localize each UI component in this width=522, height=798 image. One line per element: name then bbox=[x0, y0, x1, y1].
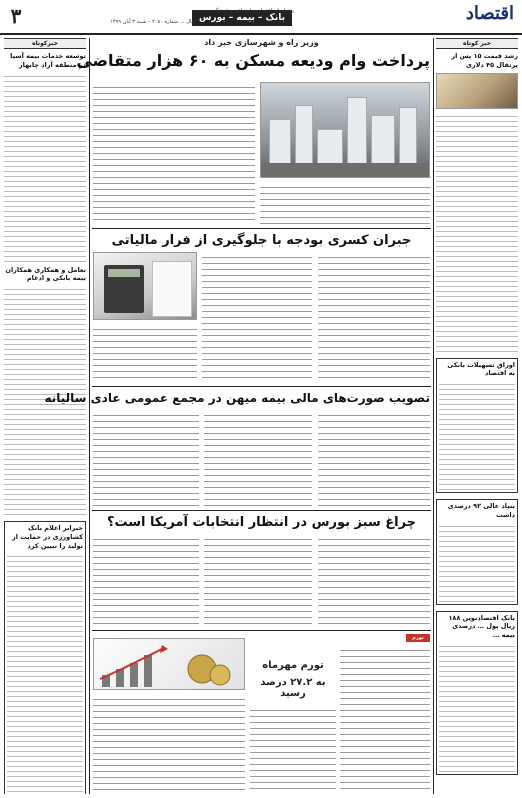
masthead bbox=[0, 0, 522, 34]
left-column bbox=[4, 38, 86, 794]
left-column-headline-1: توسعه خدمات بیمه آسیا در منطقه آزاد چابهار bbox=[10, 52, 86, 69]
story2-text-a bbox=[93, 324, 197, 382]
right-column-photo bbox=[436, 73, 518, 109]
right-column-tag: خبر کوتاه bbox=[436, 38, 518, 49]
lead-text-right bbox=[260, 182, 430, 224]
right-column-box-4 bbox=[436, 611, 518, 775]
inflation-photo-chart bbox=[93, 638, 245, 690]
right-column-headline-4: بانک اقتصادنوین ۱۸۸ ریال پول … درصدی بیمه … bbox=[448, 613, 515, 640]
left-column-text-3 bbox=[7, 552, 83, 794]
lead-headline-block bbox=[76, 38, 430, 80]
left-column-box-3 bbox=[4, 521, 86, 794]
right-column-text-1 bbox=[436, 112, 518, 352]
lead-kicker: وزیر راه و شهرسازی خبر داد bbox=[204, 38, 319, 47]
right-column-headline-2: اوراق تسهیلات بانکی به اقتصاد bbox=[447, 360, 515, 378]
inflation-headline-2: به ۲۷.۲ درصد رسید bbox=[260, 677, 326, 699]
story4-headline: چراغ سبز بورس در انتظار انتخابات آمریکا است؟ bbox=[106, 515, 417, 530]
meta-line: روزنامه‌ای اقتصادی، اجتماعی و فرهنگی bbox=[212, 8, 295, 14]
newspaper-logo: اقتصاد bbox=[465, 3, 514, 24]
story2-headline: جبران کسری بودجه با جلوگیری از فرار مالیاتی bbox=[111, 233, 412, 248]
right-column-box-3 bbox=[436, 499, 518, 605]
story2-text-b bbox=[202, 252, 312, 382]
story4-text-b bbox=[204, 534, 312, 626]
column-rule-left bbox=[89, 38, 90, 794]
story4-text-a bbox=[93, 534, 199, 626]
page-number: ۳ bbox=[10, 4, 22, 28]
inflation-tag: تورم bbox=[406, 634, 430, 642]
right-column-text-3 bbox=[439, 522, 515, 602]
left-column-headline-2: تعامل و همکاری همکاران بیمه بانکی و ادغام bbox=[5, 265, 86, 283]
story-divider-2 bbox=[92, 386, 431, 387]
header-rule bbox=[0, 33, 522, 35]
trend-arrow-icon bbox=[93, 639, 244, 690]
left-column-text-1 bbox=[4, 72, 86, 262]
inflation-text-right bbox=[340, 645, 430, 793]
story3-text-b bbox=[204, 410, 312, 506]
inflation-headline-1: تورم مهرماه bbox=[262, 660, 324, 671]
lead-text-left bbox=[93, 82, 255, 222]
right-column-box-2 bbox=[436, 358, 518, 494]
story2-text-c bbox=[318, 252, 430, 382]
column-rule-right bbox=[433, 38, 434, 794]
left-column-headline-3: خبرابر اعلام بانک کشاورزی در حمایت از تولید را تبیین کرد bbox=[12, 524, 83, 550]
right-column-headline-3: بنیاد عالی ۹۲ درصدی داشت bbox=[447, 502, 515, 519]
inflation-text-mid bbox=[250, 705, 336, 793]
right-column bbox=[436, 38, 518, 794]
lead-photo-city bbox=[260, 82, 430, 178]
story-divider-3 bbox=[92, 510, 431, 511]
story-divider-1 bbox=[92, 228, 431, 229]
issue-line: سال … شماره ۲۰۸۰ – شنبه ۳ آبان ۱۳۹۹ bbox=[110, 19, 196, 25]
story3-text-a bbox=[93, 410, 199, 506]
story3-headline: تصویب صورت‌های مالی بیمه میهن در مجمع عمومی عادی سالیانه bbox=[44, 391, 430, 405]
story2-photo-calculator bbox=[93, 252, 197, 320]
right-column-text-2 bbox=[439, 380, 515, 490]
story-divider-4 bbox=[92, 630, 431, 631]
inflation-headline-block bbox=[250, 660, 336, 699]
section-band: بانک – بیمه – بورس bbox=[192, 10, 292, 26]
story4-text-c bbox=[318, 534, 430, 626]
inflation-text-left bbox=[93, 694, 245, 793]
lead-headline: پرداخت وام ودیعه مسکن به ۶۰ هزار متقاضی bbox=[76, 51, 430, 70]
right-column-text-4 bbox=[439, 642, 515, 772]
right-column-headline-1: رشد قیمت ۱۵ پس از پرتقال ۴۵ دلاری bbox=[451, 52, 518, 69]
left-column-tag: خبرکوتاه bbox=[4, 38, 86, 49]
story3-text-c bbox=[318, 410, 430, 506]
